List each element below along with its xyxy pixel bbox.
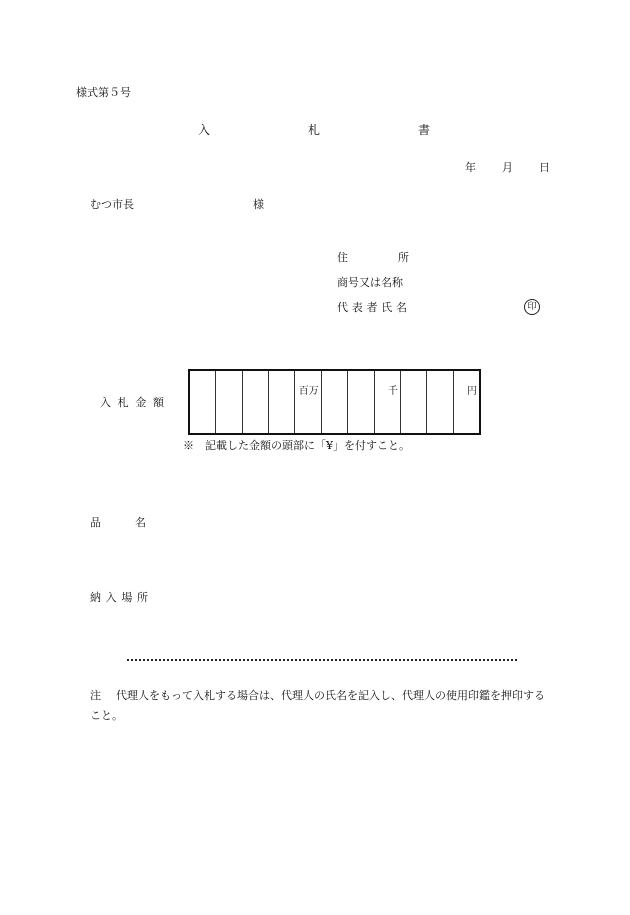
- amount-digit-cell[interactable]: [269, 371, 295, 433]
- bidder-representative-label: [337, 302, 407, 313]
- title-char: 書: [417, 123, 430, 137]
- label-char: 札: [117, 396, 129, 409]
- amount-note: ※ 記載した金額の頭部に「¥」を付すこと。: [183, 439, 410, 452]
- bid-amount-grid: [188, 369, 481, 435]
- label-char: 納: [90, 591, 101, 604]
- label-char: 品: [90, 516, 101, 529]
- amount-digit-cell[interactable]: [454, 371, 479, 433]
- label-char: 場: [121, 591, 133, 604]
- label-char: 表: [351, 301, 363, 314]
- label-char: 額: [152, 396, 164, 409]
- label-char: 氏: [381, 301, 393, 314]
- addressee-honorific: 様: [253, 198, 264, 211]
- amount-digit-cell[interactable]: [427, 371, 453, 433]
- bidder-address-label: [337, 252, 409, 263]
- amount-unit-label: 千: [387, 386, 398, 397]
- label-char: 住: [337, 251, 348, 264]
- amount-digit-cell[interactable]: [348, 371, 374, 433]
- label-char: 入: [100, 396, 111, 409]
- document-title: [198, 124, 430, 136]
- amount-digit-cell[interactable]: [190, 371, 216, 433]
- amount-unit-label: 円: [466, 386, 477, 397]
- footnote-text: 代理人をもって入札する場合は、代理人の氏名を記入し、代理人の使用印鑑を押印すること。: [90, 689, 545, 722]
- title-char: 入: [198, 123, 211, 137]
- label-char: 者: [366, 301, 378, 314]
- amount-digit-cell[interactable]: [375, 371, 401, 433]
- label-char: 名: [135, 516, 146, 529]
- label-char: 所: [136, 591, 148, 604]
- addressee-name: むつ市長: [90, 198, 134, 211]
- footnote: [90, 686, 552, 726]
- date-year-label: 年: [465, 161, 476, 174]
- amount-unit-label: 百万: [298, 386, 319, 397]
- date-month-label: 月: [502, 161, 513, 174]
- amount-digit-cell[interactable]: [401, 371, 427, 433]
- seal-mark: 印: [524, 299, 540, 315]
- title-char: 札: [307, 123, 320, 137]
- delivery-location-label: [90, 592, 148, 603]
- bidder-company-label: 商号又は名称: [337, 276, 403, 289]
- label-char: 代: [337, 301, 348, 314]
- date-line: [465, 162, 550, 173]
- label-char: 名: [396, 301, 407, 314]
- bid-amount-label: [100, 397, 164, 408]
- amount-digit-cell[interactable]: [295, 371, 321, 433]
- label-char: 所: [398, 251, 409, 264]
- form-number: 様式第５号: [76, 86, 131, 99]
- amount-digit-cell[interactable]: [216, 371, 242, 433]
- amount-digit-cell[interactable]: [243, 371, 269, 433]
- item-name-label: [90, 517, 146, 528]
- label-char: 金: [135, 396, 147, 409]
- date-day-label: 日: [539, 161, 550, 174]
- amount-digit-cell[interactable]: [322, 371, 348, 433]
- dotted-separator: [127, 659, 517, 661]
- footnote-mark: 注: [90, 689, 101, 702]
- label-char: 入: [105, 591, 117, 604]
